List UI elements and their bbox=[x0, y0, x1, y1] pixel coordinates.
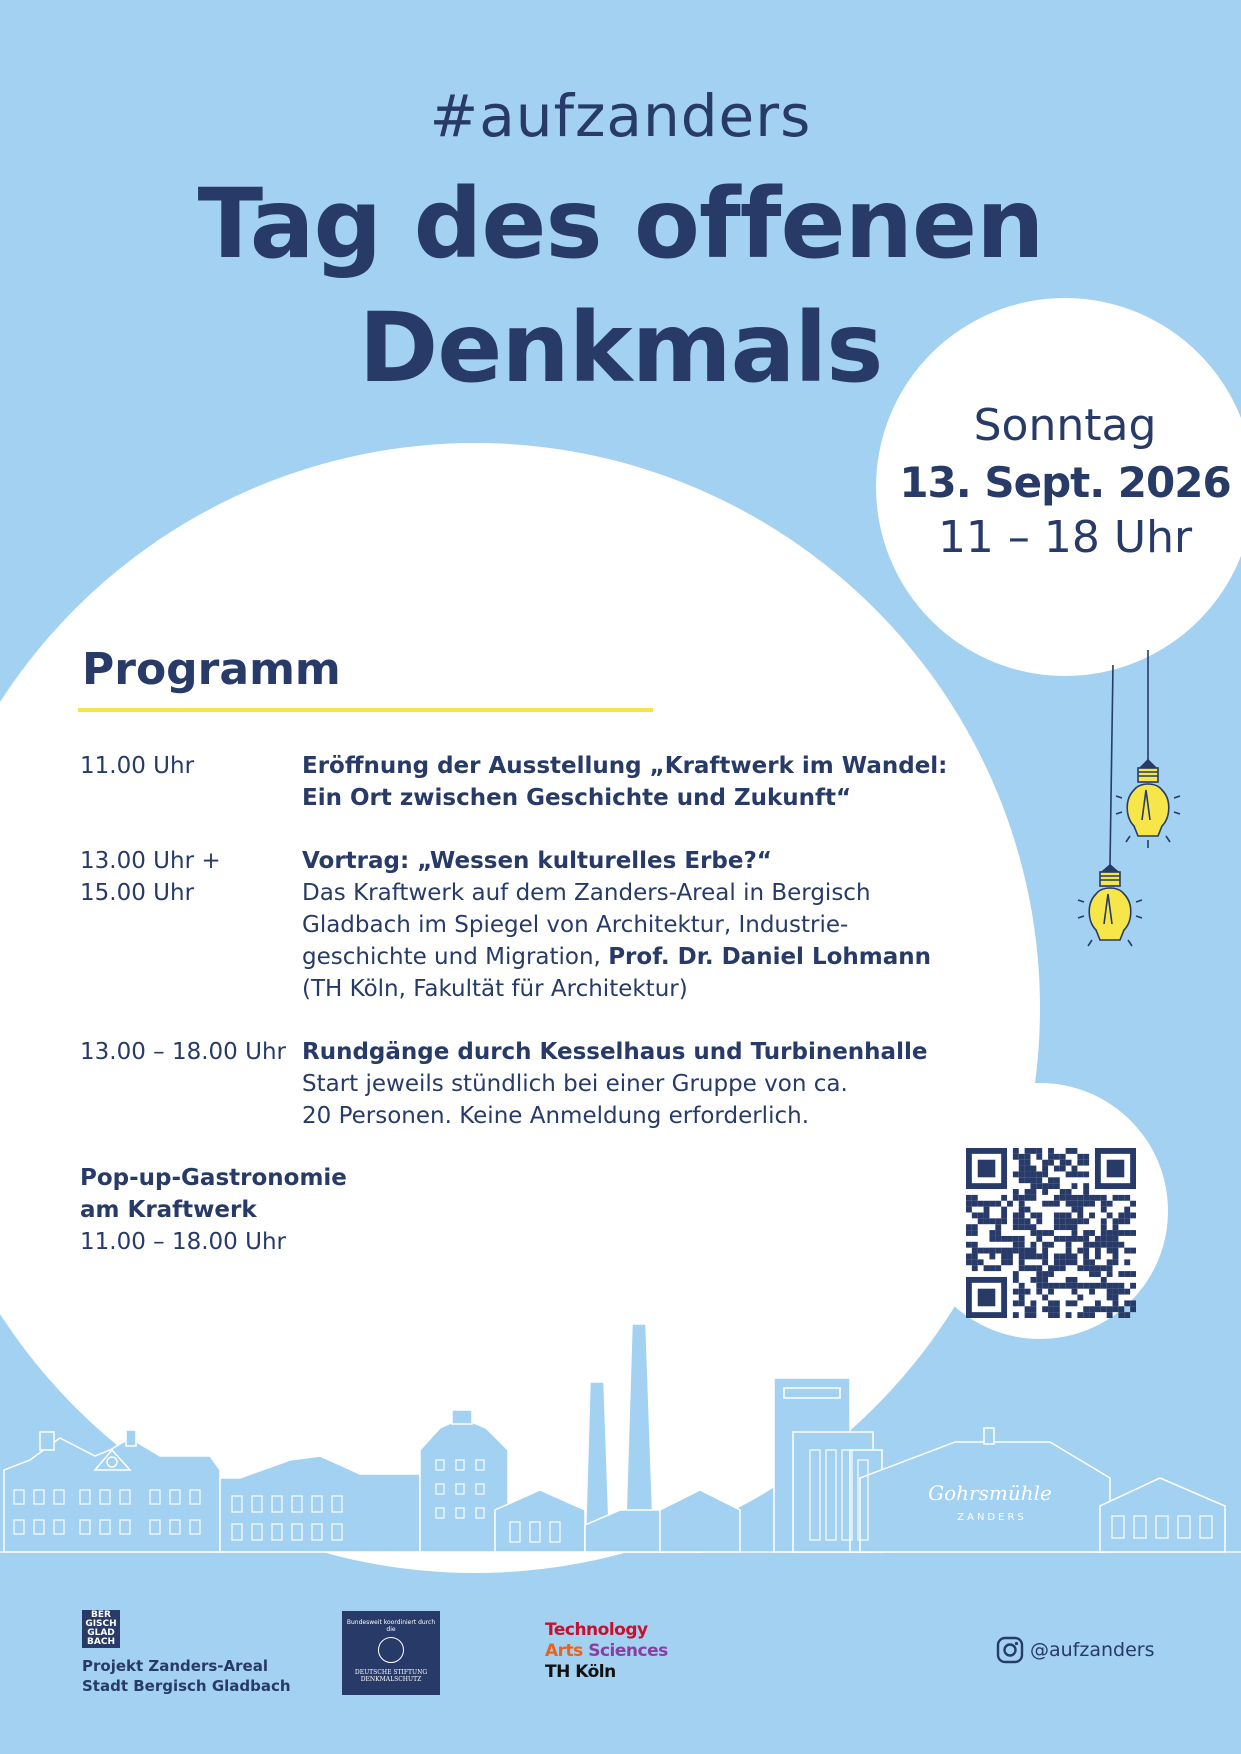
qr-code[interactable] bbox=[966, 1148, 1136, 1318]
gastronomy-title-line-2: am Kraftwerk bbox=[80, 1197, 257, 1223]
heading-underline bbox=[78, 708, 653, 712]
page-title-line-1: Tag des offenen bbox=[197, 168, 1044, 280]
page-title-line-2: Denkmals bbox=[358, 292, 883, 404]
program-item-3-title: Rundgänge durch Kesselhaus und Turbinenhalle bbox=[302, 1039, 928, 1065]
hashtag: #aufzanders bbox=[429, 82, 812, 150]
th-koeln-logo bbox=[545, 1620, 668, 1683]
skyline-illustration bbox=[0, 1310, 1241, 1556]
program-item-2-time bbox=[80, 845, 290, 909]
th-logo-sciences: Sciences bbox=[588, 1641, 668, 1661]
instagram-icon bbox=[996, 1636, 1024, 1664]
instagram-link[interactable] bbox=[996, 1636, 1155, 1664]
program-item-1-title-line-1: Eröffnung der Ausstellung „Kraftwerk im Wandel: bbox=[302, 753, 948, 779]
program-item-2-desc-line-4: (TH Köln, Fakultät für Architektur) bbox=[302, 976, 688, 1002]
program-item-2-title: Vortrag: „Wessen kulturelles Erbe?“ bbox=[302, 848, 772, 874]
city-logo-text bbox=[82, 1656, 291, 1696]
program-item-2-desc-line-1: Das Kraftwerk auf dem Zanders-Areal in Bergisch bbox=[302, 880, 871, 906]
th-logo-line-1: Technology bbox=[545, 1620, 648, 1640]
skyline-building-name: Gohrsmühle bbox=[928, 1481, 1052, 1505]
program-item-2-text bbox=[302, 845, 982, 1005]
event-date: 13. Sept. 2026 bbox=[899, 458, 1231, 507]
program-item-1-title bbox=[302, 750, 982, 814]
event-day: Sonntag bbox=[973, 400, 1157, 451]
program-item-2-time-line-1: 13.00 Uhr + bbox=[80, 848, 221, 874]
lightbulb-icon bbox=[1066, 650, 1186, 950]
foundation-seal-icon bbox=[378, 1637, 404, 1663]
program-item-2-time-line-2: 15.00 Uhr bbox=[80, 880, 195, 906]
instagram-handle: @aufzanders bbox=[1030, 1639, 1155, 1661]
program-heading: Programm bbox=[82, 644, 341, 695]
program-item-2-desc-line-3 bbox=[302, 941, 982, 973]
event-time: 11 – 18 Uhr bbox=[937, 512, 1193, 563]
program-item-1-title-line-2: Ein Ort zwischen Geschichte und Zukunft“ bbox=[302, 785, 852, 811]
gastronomy-title-line-1: Pop-up-Gastronomie bbox=[80, 1165, 347, 1191]
gastronomy-info bbox=[80, 1162, 347, 1258]
program-item-2-desc-line-3-text: geschichte und Migration, bbox=[302, 944, 601, 970]
city-logo-line-2: Stadt Bergisch Gladbach bbox=[82, 1677, 291, 1695]
program-item-3-desc-line-1: Start jeweils stündlich bei einer Gruppe von ca. bbox=[302, 1071, 848, 1097]
program-item-2-desc-line-2: Gladbach im Spiegel von Architektur, Industrie- bbox=[302, 912, 849, 938]
foundation-logo-tagline: Bundesweit koordiniert durch die bbox=[346, 1619, 436, 1633]
th-logo-arts: Arts bbox=[545, 1641, 583, 1661]
program-item-2-speaker: Prof. Dr. Daniel Lohmann bbox=[608, 944, 932, 970]
program-item-3-text bbox=[302, 1036, 982, 1132]
city-logo-line-1: Projekt Zanders-Areal bbox=[82, 1657, 268, 1675]
foundation-logo bbox=[342, 1611, 440, 1695]
gastronomy-time: 11.00 – 18.00 Uhr bbox=[80, 1229, 286, 1255]
program-item-3-desc-line-2: 20 Personen. Keine Anmeldung erforderlich. bbox=[302, 1103, 809, 1129]
program-item-3-time: 13.00 – 18.00 Uhr bbox=[80, 1039, 286, 1065]
skyline-brand: ZANDERS bbox=[957, 1512, 1027, 1523]
th-logo-line-3: TH Köln bbox=[545, 1662, 616, 1682]
program-item-1-time: 11.00 Uhr bbox=[80, 753, 195, 779]
foundation-logo-name: DEUTSCHE STIFTUNG DENKMALSCHUTZ bbox=[354, 1669, 428, 1683]
city-logo-mark: BER GISCH GLAD BACH bbox=[82, 1610, 120, 1648]
city-logo bbox=[82, 1610, 291, 1696]
